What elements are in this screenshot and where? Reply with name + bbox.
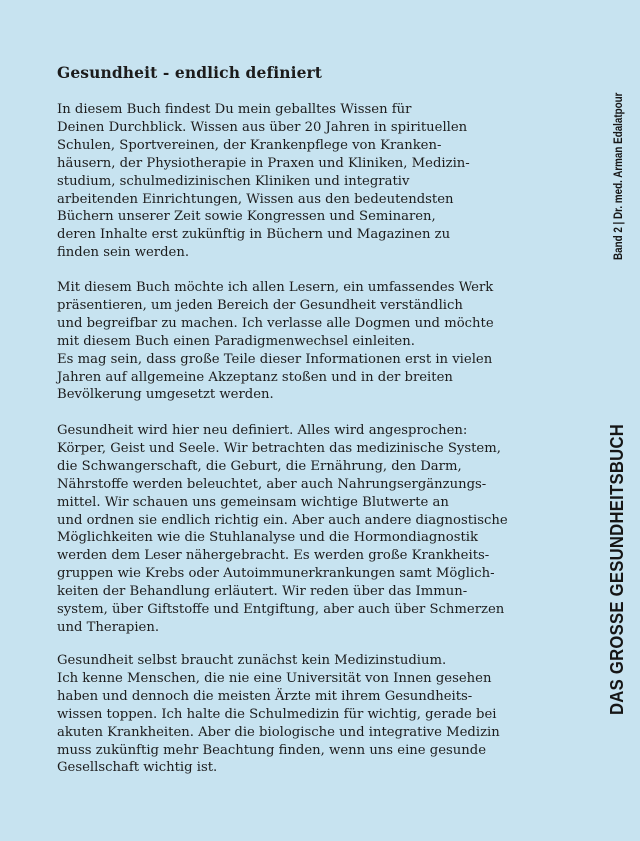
spine-subtitle: Band 2 | Dr. med. Arman Edalatpour — [611, 92, 625, 260]
text-line: die Schwangerschaft, die Geburt, die Ernährung, den Darm, — [57, 458, 462, 474]
text-line: deren Inhalte erst zukünftig in Büchern und Magazinen zu — [57, 227, 451, 243]
text-line: wissen toppen. Ich halte die Schulmedizin für wichtig, gerade bei — [57, 706, 497, 722]
text-line: Deinen Durchblick. Wissen aus über 20 Jahren in spirituellen — [57, 119, 468, 135]
text-line: keiten der Behandlung erläutert. Wir reden über das Immun- — [57, 584, 468, 600]
text-line: Büchern unserer Zeit sowie Kongressen und Seminaren, — [57, 209, 436, 225]
text-line: Gesundheit selbst braucht zunächst kein Medizinstudium. — [57, 653, 447, 668]
text-line: system, über Giftstoffe und Entgiftung, aber auch über Schmerzen — [57, 602, 505, 618]
text-line: Bevölkerung umgesetzt werden. — [57, 387, 274, 403]
text-line: Körper, Geist und Seele. Wir betrachten das medizinische System, — [57, 440, 501, 456]
text-line: gruppen wie Krebs oder Autoimmunerkrankungen samt Möglich- — [57, 566, 495, 582]
paragraph-topics — [57, 422, 527, 637]
text-line: Jahren auf allgemeine Akzeptanz stoßen und in der breiten — [57, 369, 453, 385]
text-line: Gesundheit wird hier neu definiert. Alles wird angesprochen: — [57, 423, 468, 438]
text-line: muss zukünftig mehr Beachtung finden, wenn uns eine gesunde — [57, 742, 487, 758]
text-line: studium, schulmedizinischen Kliniken und integrativ — [57, 173, 410, 189]
text-line: mittel. Wir schauen uns gemeinsam wichtige Blutwerte an — [57, 494, 449, 510]
spine-title: DAS GROSSE GESUNDHEITSBUCH — [606, 423, 627, 715]
paragraph-medicine — [57, 652, 527, 777]
text-line: finden sein werden. — [57, 245, 190, 261]
text-line: akuten Krankheiten. Aber die biologische und integrative Medizin — [57, 724, 500, 740]
text-line: Mit diesem Buch möchte ich allen Lesern, ein umfassendes Werk — [57, 280, 494, 295]
spine-text — [606, 92, 630, 715]
text-line: arbeitenden Einrichtungen, Wissen aus den bedeutendsten — [57, 191, 454, 207]
text-line: In diesem Buch findest Du mein geballtes Wissen für — [57, 102, 412, 117]
text-line: haben und dennoch die meisten Ärzte mit ihrem Gesundheits- — [57, 688, 473, 704]
text-line: Nährstoffe werden beleuchtet, aber auch Nahrungsergänzungs- — [57, 476, 487, 492]
text-line: Gesellschaft wichtig ist. — [57, 760, 218, 776]
paragraph-knowledge — [57, 101, 527, 262]
text-line: mit diesem Buch einen Paradigmenwechsel einleiten. — [57, 333, 415, 349]
text-line: Möglichkeiten wie die Stuhlanalyse und die Hormondiagnostik — [57, 530, 478, 546]
paragraph-purpose — [57, 279, 527, 404]
section-heading: Gesundheit - endlich definiert — [57, 63, 323, 82]
text-line: Schulen, Sportvereinen, der Krankenpflege von Kranken- — [57, 137, 442, 153]
text-line: und Therapien. — [57, 619, 160, 635]
text-line: Es mag sein, dass große Teile dieser Informationen erst in vielen — [57, 351, 493, 367]
text-line: und begreifbar zu machen. Ich verlasse alle Dogmen und möchte — [57, 315, 494, 331]
text-line: werden dem Leser nähergebracht. Es werden große Krankheits- — [57, 548, 490, 564]
text-line: präsentieren, um jeden Bereich der Gesundheit verständlich — [57, 297, 463, 313]
text-line: Ich kenne Menschen, die nie eine Universität von Innen gesehen — [57, 670, 492, 686]
text-line: und ordnen sie endlich richtig ein. Aber auch andere diagnostische — [57, 512, 508, 528]
text-line: häusern, der Physiotherapie in Praxen und Kliniken, Medizin- — [57, 155, 470, 171]
